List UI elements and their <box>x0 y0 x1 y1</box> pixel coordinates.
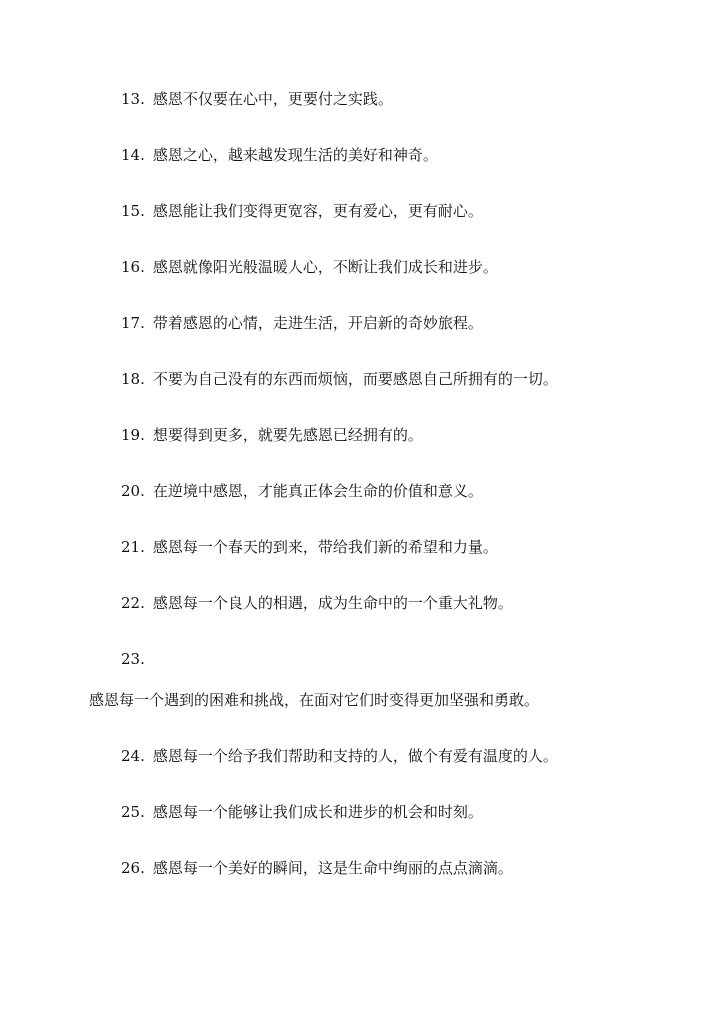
item-text: 不要为自己没有的东西而烦恼，而要感恩自己所拥有的一切。 <box>152 370 558 388</box>
item-text: 感恩每一个给予我们帮助和支持的人，做个有爱有温度的人。 <box>152 747 558 765</box>
item-text: 感恩不仅要在心中，更要付之实践。 <box>152 90 393 108</box>
list-item <box>121 313 483 333</box>
item-number: 16. <box>121 258 145 276</box>
item-number: 21. <box>121 538 145 556</box>
item-text: 感恩能让我们变得更宽容，更有爱心，更有耐心。 <box>152 202 483 220</box>
list-item <box>121 145 438 165</box>
item-text: 带着感恩的心情，走进生活，开启新的奇妙旅程。 <box>152 314 483 332</box>
item-number: 14. <box>121 146 145 164</box>
item-number: 20. <box>121 482 145 500</box>
item-text: 感恩每一个春天的到来，带给我们新的希望和力量。 <box>152 538 498 556</box>
item-text: 感恩之心，越来越发现生活的美好和神奇。 <box>152 146 438 164</box>
item-number: 23. <box>121 650 145 668</box>
item-text: 感恩每一个美好的瞬间，这是生命中绚丽的点点滴滴。 <box>152 859 513 877</box>
item-number: 19. <box>121 426 145 444</box>
item-text: 感恩每一个能够让我们成长和进步的机会和时刻。 <box>152 803 483 821</box>
item-number: 26. <box>121 859 145 877</box>
item-number: 17. <box>121 314 145 332</box>
item-text: 感恩每一个遇到的困难和挑战，在面对它们时变得更加坚强和勇敢。 <box>89 691 540 709</box>
list-item <box>121 369 558 389</box>
item-number: 24. <box>121 747 145 765</box>
item-number: 15. <box>121 202 145 220</box>
list-item <box>121 649 153 669</box>
list-item <box>121 201 483 221</box>
item-text: 想要得到更多，就要先感恩已经拥有的。 <box>152 426 423 444</box>
list-item <box>121 746 558 766</box>
list-item <box>121 593 513 613</box>
list-item <box>121 257 498 277</box>
list-item <box>121 802 483 822</box>
item-text: 感恩就像阳光般温暖人心，不断让我们成长和进步。 <box>152 258 498 276</box>
item-text: 在逆境中感恩，才能真正体会生命的价值和意义。 <box>152 482 483 500</box>
list-item <box>121 481 483 501</box>
list-item-continuation <box>89 690 539 710</box>
item-number: 25. <box>121 803 145 821</box>
list-item <box>121 425 423 445</box>
item-text: 感恩每一个良人的相遇，成为生命中的一个重大礼物。 <box>152 594 513 612</box>
item-number: 18. <box>121 370 145 388</box>
list-item <box>121 537 498 557</box>
item-number: 22. <box>121 594 145 612</box>
list-item <box>121 858 513 878</box>
list-item <box>121 89 393 109</box>
item-number: 13. <box>121 90 145 108</box>
